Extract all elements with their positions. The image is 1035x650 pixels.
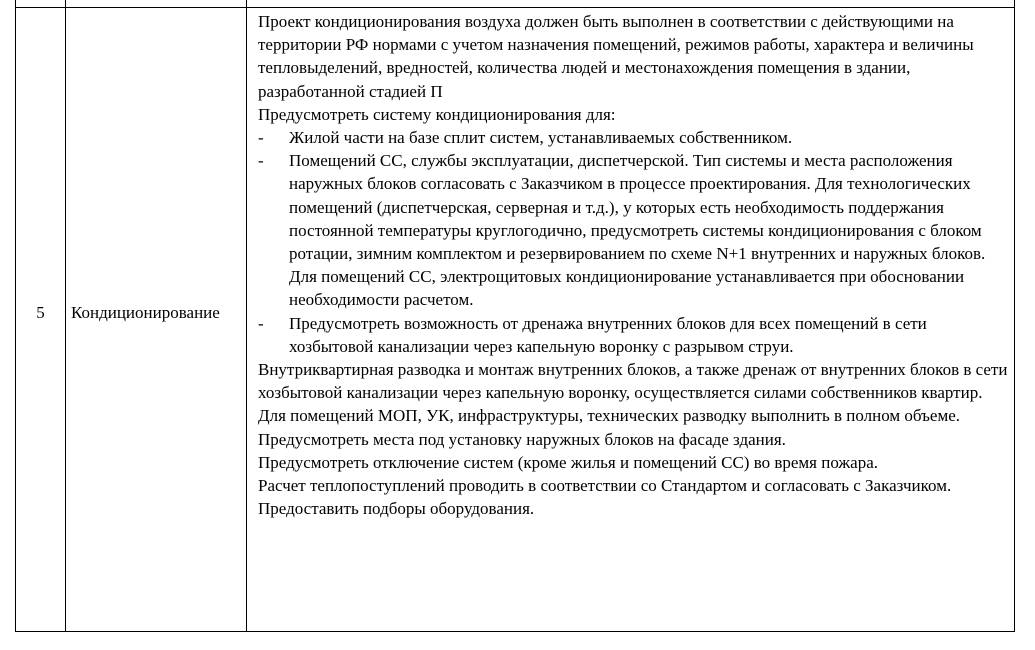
outro-paragraph: Предусмотреть места под установку наружных блоков на фасаде здания. (258, 429, 786, 449)
intro-paragraph: Предусмотреть систему кондиционирования для: (258, 104, 616, 124)
column-divider-1 (65, 0, 66, 632)
list-item (258, 149, 1010, 311)
bullet-list (258, 126, 1010, 358)
list-item (258, 312, 1010, 358)
row-number: 5 (36, 303, 45, 322)
bullet-marker: - (258, 313, 264, 333)
bullet-marker: - (258, 128, 264, 148)
row-border-bottom (15, 631, 1015, 632)
row-border-top (15, 7, 1015, 8)
bullet-marker: - (258, 151, 264, 171)
list-item-text: Помещений СС, службы эксплуатации, диспетчерской. Тип системы и места расположения наружных блоков согласовать с Заказчиком в процессе проектирования. Для технологических помещений (диспетчерская, серверная и т.д.), у которых есть необходимость поддержания постоянной температуры круглогодично, предусмотреть системы кондиционирования с блоком ротации, зимним комплектом и резервированием по схеме N+1 внутренних и наружных блоков. Для помещений СС, электрощитовых кондиционирование устанавливается при обосновании необходимости расчетом. (289, 151, 986, 310)
list-item-text: Предусмотреть возможность от дренажа внутренних блоков для всех помещений в сети хозбытовой канализации через капельную воронку с разрывом струи. (289, 313, 927, 356)
list-item (258, 126, 1010, 149)
section-content (258, 10, 1010, 520)
section-name: Кондиционирование (71, 303, 220, 322)
list-item-text: Жилой части на базе сплит систем, устанавливаемых собственником. (289, 128, 793, 148)
outro-paragraph: Расчет теплопоступлений проводить в соответствии со Стандартом и согласовать с Заказчиком. (258, 476, 952, 496)
outro-paragraph: Предоставить подборы оборудования. (258, 499, 535, 519)
intro-paragraph: Проект кондиционирования воздуха должен быть выполнен в соответствии с действующими на территории РФ нормами с учетом назначения помещений, режимов работы, характера и величины тепловыделений, вредностей, количества людей и местонахождения помещения в здании, разработанной стадией П (258, 12, 974, 101)
outro-paragraph: Внутриквартирная разводка и монтаж внутренних блоков, а также дренаж от внутренних блоков в сети хозбытовой канализации через капельную воронку, осуществляется силами собственников квартир. Для помещений МОП, УК, инфраструктуры, технических разводку выполнить в полном объеме. (258, 360, 1008, 426)
outro-paragraph: Предусмотреть отключение систем (кроме жилья и помещений СС) во время пожара. (258, 452, 879, 472)
table-border-right (1014, 0, 1015, 632)
